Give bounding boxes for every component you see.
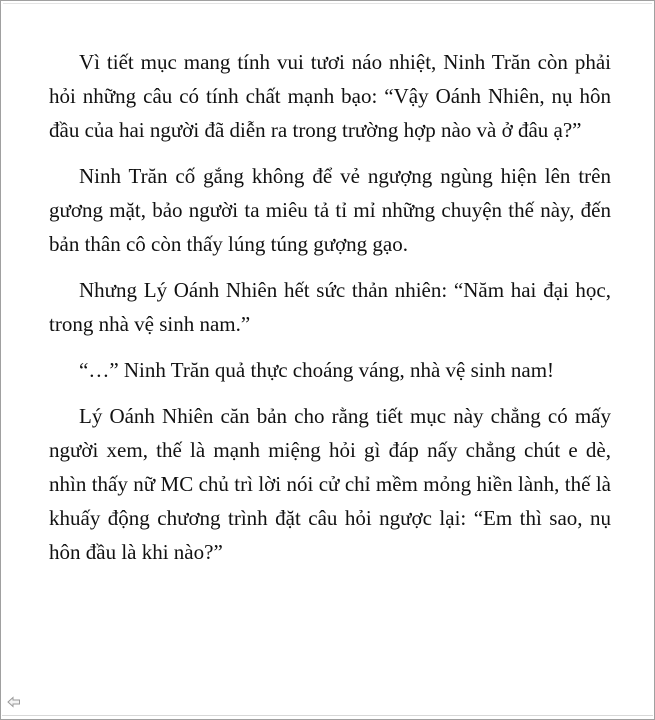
- back-arrow-icon[interactable]: [7, 695, 21, 707]
- frame-inner-border: [3, 3, 652, 4]
- paragraph-1: Vì tiết mục mang tính vui tươi náo nhiệt, Ninh Trăn còn phải hỏi những câu có tính chất mạnh bạo: “Vậy Oánh Nhiên, nụ hôn đầu của hai người đã diễn ra trong trường hợp nào và ở đâu ạ?”: [49, 50, 611, 142]
- frame-bottom-border: [2, 715, 653, 716]
- paragraph-3: Nhưng Lý Oánh Nhiên hết sức thản nhiên: “Năm hai đại học, trong nhà vệ sinh nam.”: [49, 278, 611, 336]
- paragraph-4: “…” Ninh Trăn quả thực choáng váng, nhà vệ sinh nam!: [79, 358, 555, 382]
- paragraph-2: Ninh Trăn cố gắng không để vẻ ngượng ngùng hiện lên trên gương mặt, bảo người ta miêu tả tỉ mỉ những chuyện thế này, đến bản thân cô còn thấy lúng túng gượng gạo.: [49, 164, 611, 256]
- paragraph-5: Lý Oánh Nhiên căn bản cho rằng tiết mục này chẳng có mấy người xem, thế là mạnh miệng hỏi gì đáp nấy chẳng chút e dè, nhìn thấy nữ MC chủ trì lời nói cử chỉ mềm mỏng hiền lành, thế là khuấy động chương trình đặt câu hỏi ngược lại: “Em thì sao, nụ hôn đầu là khi nào?”: [49, 404, 611, 564]
- document-body: [49, 45, 611, 581]
